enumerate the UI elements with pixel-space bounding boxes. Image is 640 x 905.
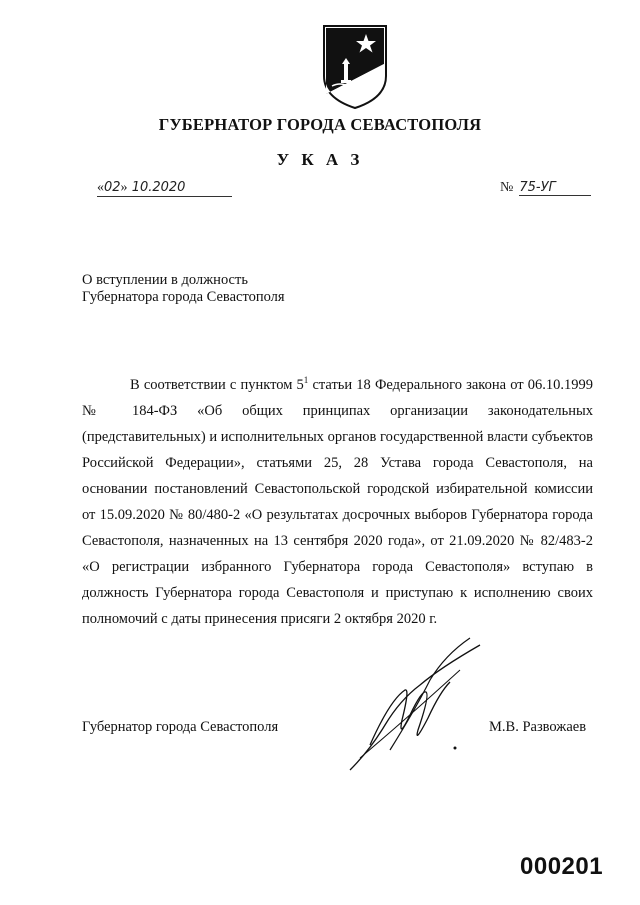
subject-line-1: О вступлении в должность	[82, 272, 248, 288]
coat-of-arms-emblem	[320, 24, 390, 110]
handwritten-signature	[330, 630, 490, 780]
body-superscript: 1	[303, 375, 309, 386]
date-day: 02	[104, 180, 121, 195]
number-sign: №	[500, 180, 514, 195]
document-subject	[82, 272, 285, 306]
date-month-year: 10.2020	[131, 180, 186, 195]
document-body	[82, 372, 593, 632]
signer-name: М.В. Развожаев	[489, 719, 587, 735]
document-type: У К А З	[276, 150, 364, 169]
archive-number: 000201	[520, 853, 604, 880]
body-part-2: статьи 18 Федерального закона от 06.10.1999 № 184-ФЗ «Об общих принципах организации законодательных (представительных) и исполнительных органов государственной власти субъектов Российской Федерации», статьями 25, 28 Устава города Севастополя, на основании постановлений Севастопольской городской избирательной комиссии от 15.09.2020 № 80/480-2 «О результатах досрочных выборов Губернатора города Севастополя, назначенных на 13 сентября 2020 года», от 21.09.2020 № 82/483-2 «О регистрации избранного Губернатора города Севастополя» вступаю в должность Губернатора города Севастополя и приступаю к исполнению своих полномочий с даты принесения присяги 2 октября 2020 г.	[82, 377, 593, 627]
number-value: 75-УГ	[519, 180, 591, 196]
body-part-1: В соответствии с пунктом 5	[130, 377, 304, 393]
document-number	[500, 180, 598, 196]
issuing-authority: ГУБЕРНАТОР ГОРОДА СЕВАСТОПОЛЯ	[158, 115, 482, 134]
subject-line-2: Губернатора города Севастополя	[82, 289, 285, 305]
signer-title: Губернатор города Севастополя	[82, 719, 279, 735]
document-date: «02» 10.2020	[97, 180, 232, 197]
